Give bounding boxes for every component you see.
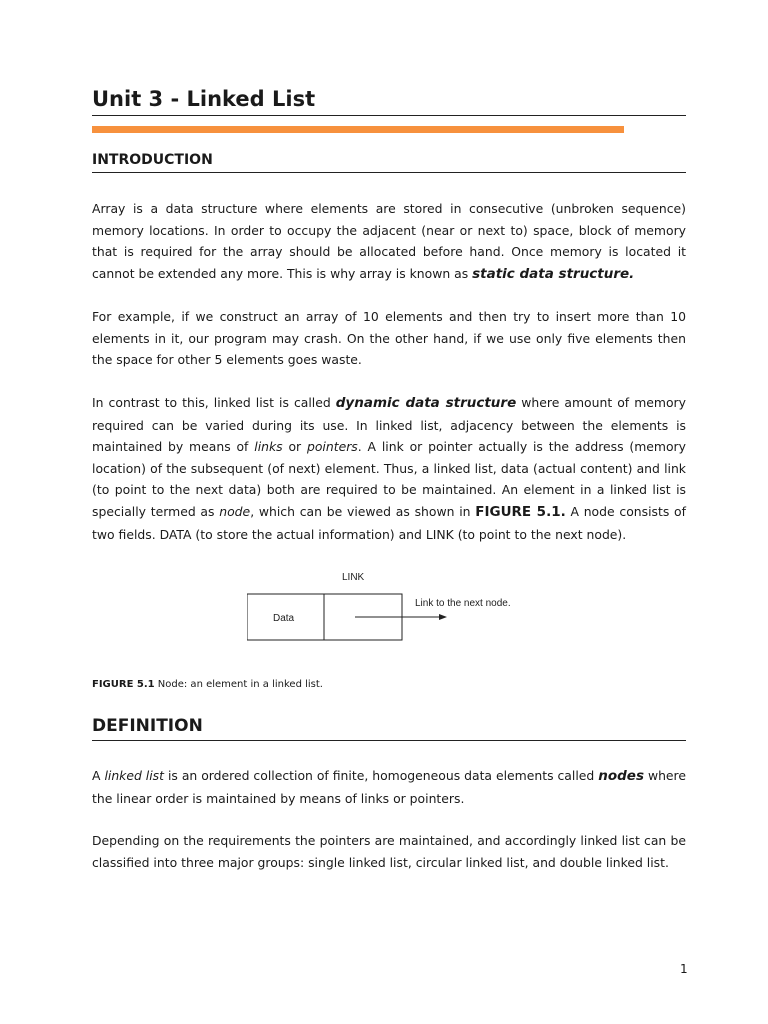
p4-a: A [92, 768, 105, 783]
dynamic-data-structure-term: dynamic data structure [335, 395, 517, 411]
paragraph-array-text: Array is a data structure where elements are stored in consecutive (unbroken sequence) memory locations. In order to occupy the adjacent (near or next to) space, block of memory that is required for the array should be allocated before hand. Once memory is located it cannot be extended any more. This is why array is known as [92, 201, 686, 281]
p3-k: A node consists of two fields. DATA (to store the actual information) and LINK (to point to the next node). [92, 503, 686, 542]
figure-caption-text: Node: an element in a linked list. [154, 679, 323, 690]
paragraph-definition [92, 765, 686, 809]
figure-caption [92, 678, 323, 692]
page-number: 1 [680, 962, 688, 976]
p3-e: or [282, 439, 307, 455]
figure-caption-label: FIGURE 5.1 [92, 679, 155, 690]
node-term: node [219, 503, 251, 519]
p4-c: is an ordered collection of finite, homogeneous data elements called [164, 768, 599, 783]
paragraph-classification: Depending on the requirements the pointers are maintained, and accordingly linked list can be classified into three major groups: single linked list, circular linked list, and double linked list. [92, 833, 686, 870]
page-title: Unit 3 - Linked List [92, 84, 686, 116]
p4-e: where the linear order is maintained by means of links or pointers. [92, 768, 686, 806]
links-term: links [254, 439, 283, 455]
link-arrow-head [439, 614, 447, 620]
static-data-structure-term: static data structure. [472, 265, 635, 282]
link-label: LINK [342, 572, 365, 583]
definition-heading: DEFINITION [92, 714, 686, 741]
accent-bar [92, 126, 624, 133]
introduction-heading: INTRODUCTION [92, 150, 686, 173]
linked-list-term: linked list [104, 768, 164, 783]
node-diagram [247, 566, 547, 646]
arrow-label: Link to the next node. [415, 598, 511, 609]
paragraph-linked-list [92, 392, 686, 545]
p3-g: . A link or pointer actually is the address (memory location) of the subsequent (of next) element. Thus, a linked list, data (actual content) and link (to point to the next data) both are required to be maintained. An element in a linked list is specially termed as [92, 439, 686, 519]
p3-a: In contrast to this, linked list is called [92, 395, 336, 410]
pointers-term: pointers [306, 439, 358, 455]
data-label: Data [273, 613, 295, 624]
paragraph-array [92, 198, 686, 285]
p3-i: , which can be viewed as shown in [250, 503, 476, 519]
p3-c: where amount of memory required can be varied during its use. In linked list, adjacency between the elements is maintained by means of [92, 395, 686, 455]
nodes-term: nodes [598, 768, 644, 784]
figure-reference: FIGURE 5.1. [475, 503, 566, 520]
paragraph-example: For example, if we construct an array of 10 elements and then try to insert more than 10 elements in it, our program may crash. On the other hand, if we use only five elements then the space for other 5 elements goes waste. [92, 309, 686, 368]
